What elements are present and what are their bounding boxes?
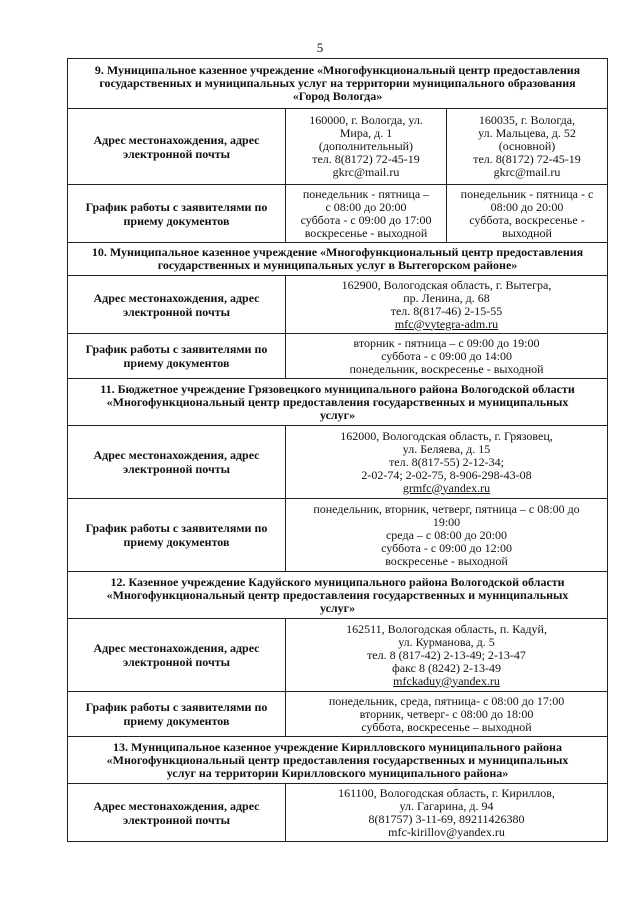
section-11-header-row — [68, 379, 608, 426]
schedule-line: понедельник - пятница - с — [460, 186, 594, 201]
phone-line: тел. 8(817-55) 2-12-34; — [389, 454, 504, 469]
address — [286, 619, 608, 692]
schedule-line: суббота - с 09:00 до 12:00 — [381, 540, 512, 555]
section-12-header-row — [68, 572, 608, 619]
label-line: электронной почты — [122, 304, 231, 319]
schedule — [286, 334, 608, 379]
schedule-line: вторник, четверг- с 08:00 до 18:00 — [359, 706, 534, 721]
label-line: График работы с заявителями по — [85, 521, 268, 535]
title-line: услуг» — [319, 407, 356, 422]
phone-line: 2-02-74; 2-02-75, 8-906-298-43-08 — [361, 467, 532, 482]
schedule-label — [68, 185, 286, 243]
schedule-line: понедельник, вторник, четверг, пятница – с 08:00 до — [313, 501, 580, 516]
address-line: 162000, Вологодская область, г. Грязовец, — [340, 428, 553, 443]
schedule — [286, 499, 608, 572]
address-line: 161100, Вологодская область, г. Кириллов, — [338, 785, 555, 800]
schedule-line: суббота - с 09:00 до 14:00 — [381, 348, 512, 363]
title-line: «Многофункциональный центр предоставления государственных и муниципальных — [106, 394, 569, 409]
section-11-address-row — [68, 426, 608, 499]
email-line: grmfc@yandex.ru — [402, 480, 491, 495]
title-line: 12. Казенное учреждение Кадуйского муниципального района Вологодской области — [110, 574, 565, 589]
section-9-header-row — [68, 59, 608, 109]
section-13-header-row — [68, 737, 608, 784]
schedule-line: воскресенье - выходной — [304, 225, 428, 240]
section-11-schedule-row — [68, 499, 608, 572]
address-line: 160035, г. Вологда, — [478, 113, 576, 127]
section-9-address-row — [68, 109, 608, 185]
schedule-line: понедельник, среда, пятница- с 08:00 до 17:00 — [328, 693, 565, 708]
address-line: 160000, г. Вологда, ул. — [309, 113, 423, 127]
address-line: 162511, Вологодская область, п. Кадуй, — [346, 621, 547, 636]
schedule-line: понедельник - пятница – — [302, 186, 430, 201]
address-line: ул. Мальцева, д. 52 — [478, 126, 576, 140]
label-line: Адрес местонахождения, адрес — [93, 290, 260, 305]
section-10-header-row — [68, 243, 608, 276]
label-line: электронной почты — [122, 812, 231, 827]
title-line: «Многофункциональный центр предоставления государственных и муниципальных — [106, 587, 569, 602]
section-10-address-row — [68, 276, 608, 334]
address — [286, 426, 608, 499]
section-13-title — [68, 737, 608, 784]
schedule-label — [68, 499, 286, 572]
schedule-line: воскресенье - выходной — [385, 553, 508, 568]
phone-line: тел. 8 (817-42) 2-13-49; 2-13-47 — [367, 647, 526, 662]
schedule-line: 19:00 — [432, 514, 461, 529]
label-line: Адрес местонахождения, адрес — [93, 448, 260, 462]
schedule-label — [68, 334, 286, 379]
schedule-main — [447, 185, 608, 243]
address-line: ул. Гагарина, д. 94 — [399, 798, 494, 813]
section-9-schedule-row — [68, 185, 608, 243]
label-line: приему документов — [123, 356, 230, 370]
address-line: ул. Курманова, д. 5 — [398, 634, 495, 649]
label-line: Адрес местонахождения, адрес — [93, 798, 260, 813]
phone-line: тел. 8(8172) 72-45-19 — [312, 152, 420, 166]
label-line: приему документов — [123, 535, 230, 549]
label-line: График работы с заявителями по — [85, 342, 268, 356]
address-label — [68, 276, 286, 334]
address-label — [68, 426, 286, 499]
label-line: приему документов — [123, 714, 230, 728]
label-line: Адрес местонахождения, адрес — [93, 132, 260, 147]
title-line: услуг на территории Кирилловского муниципального района» — [166, 765, 509, 780]
page-number: 5 — [316, 40, 324, 55]
schedule-line: 08:00 до 20:00 — [490, 199, 564, 214]
schedule-line: выходной — [502, 225, 552, 240]
title-line: «Город Вологда» — [292, 89, 383, 103]
title-line: «Многофункциональный центр предоставления государственных и муниципальных — [106, 752, 569, 767]
title-line: государственных и муниципальных услуг в Вытегорском районе» — [157, 258, 518, 272]
title-line: 9. Муниципальное казенное учреждение «Многофункциональный центр предоставления — [94, 63, 581, 77]
address — [286, 276, 608, 334]
title-line: 13. Муниципальное казенное учреждение Кирилловского муниципального района — [113, 739, 562, 754]
schedule — [286, 692, 608, 737]
label-line: приему документов — [123, 213, 230, 228]
section-11-title — [68, 379, 608, 426]
phone-line: тел. 8(8172) 72-45-19 — [473, 152, 581, 166]
section-10-title — [68, 243, 608, 276]
section-9-title — [68, 59, 608, 109]
section-10-schedule-row — [68, 334, 608, 379]
schedule-additional — [286, 185, 447, 243]
address-line: 162900, Вологодская область, г. Вытегра, — [341, 277, 552, 292]
schedule-line: среда – с 08:00 до 20:00 — [385, 527, 508, 542]
title-line: услуг» — [319, 600, 356, 615]
schedule-line: суббота, воскресенье – выходной — [361, 719, 532, 734]
address-label — [68, 784, 286, 842]
email-line: mfc@vytegra-adm.ru — [394, 316, 499, 331]
schedule-line: суббота - с 09:00 до 17:00 — [300, 212, 432, 227]
phone-line: тел. 8(817-46) 2-15-55 — [390, 303, 503, 318]
schedule-line: суббота, воскресенье - — [469, 212, 585, 227]
address-line: (основной) — [498, 139, 556, 153]
address — [286, 784, 608, 842]
section-13-address-row — [68, 784, 608, 842]
title-line: 11. Бюджетное учреждение Грязовецкого муниципального района Вологодской области — [100, 381, 575, 396]
address-label — [68, 619, 286, 692]
phone-line: 8(81757) 3-11-69, 89211426380 — [368, 811, 525, 826]
email-line: gkrc@mail.ru — [332, 165, 400, 179]
address-main — [447, 109, 608, 185]
address-label — [68, 109, 286, 185]
mfc-table — [67, 58, 608, 842]
address-line: Мира, д. 1 — [339, 126, 393, 140]
label-line: График работы с заявителями по — [85, 199, 268, 214]
email-line: mfckaduy@yandex.ru — [393, 673, 500, 688]
schedule-line: понедельник, воскресенье - выходной — [349, 361, 544, 376]
label-line: электронной почты — [122, 655, 231, 669]
schedule-line: с 08:00 до 20:00 — [325, 199, 407, 214]
title-line: государственных и муниципальных услуг на территории муниципального образования — [99, 76, 576, 90]
address-line: (дополнительный) — [318, 139, 414, 153]
email-line: gkrc@mail.ru — [493, 165, 561, 179]
schedule-label — [68, 692, 286, 737]
section-12-address-row — [68, 619, 608, 692]
title-line: 10. Муниципальное казенное учреждение «Многофункциональный центр предоставления — [91, 245, 584, 259]
schedule-line: вторник - пятница – с 09:00 до 19:00 — [353, 335, 540, 350]
address-line: ул. Беляева, д. 15 — [402, 441, 491, 456]
section-12-schedule-row — [68, 692, 608, 737]
label-line: Адрес местонахождения, адрес — [93, 641, 260, 655]
address-additional — [286, 109, 447, 185]
label-line: График работы с заявителями по — [85, 700, 268, 714]
section-12-title — [68, 572, 608, 619]
label-line: электронной почты — [122, 462, 231, 476]
email-line: mfc-kirillov@yandex.ru — [388, 824, 505, 839]
label-line: электронной почты — [122, 146, 231, 161]
address-line: пр. Ленина, д. 68 — [403, 290, 490, 305]
fax-line: факс 8 (8242) 2-13-49 — [392, 660, 501, 675]
